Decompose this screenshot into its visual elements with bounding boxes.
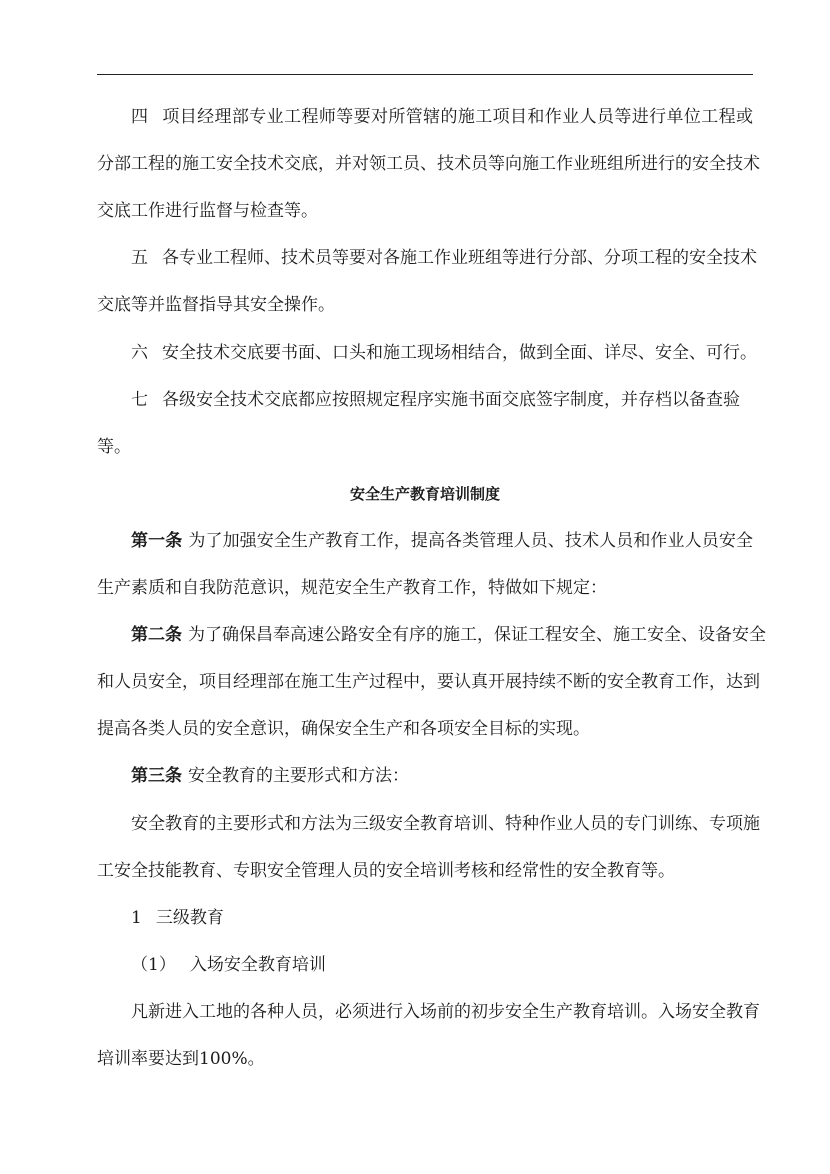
line-text: 和人员安全，项目经理部在施工生产过程中，要认真开展持续不断的安全教育工作，达到 bbox=[97, 672, 760, 693]
item-number: （1） bbox=[131, 954, 176, 975]
line-text: 生产素质和自我防范意识，规范安全生产教育工作，特做如下规定： bbox=[97, 578, 607, 598]
line-text: 安全教育的主要形式和方法： bbox=[188, 766, 409, 787]
text-line bbox=[97, 105, 753, 129]
item-number: 四 bbox=[131, 107, 149, 127]
article-label: 第二条 bbox=[131, 625, 182, 646]
text-line bbox=[97, 764, 753, 788]
article-label: 第一条 bbox=[131, 530, 183, 551]
item-number: 七 bbox=[131, 389, 148, 410]
article-label: 第三条 bbox=[131, 766, 182, 787]
text-line bbox=[97, 388, 753, 412]
line-text: 为了确保昌奉高速公路安全有序的施工，保证工程安全、施工安全、设备安全 bbox=[188, 625, 766, 646]
line-text: 安全技术交底要书面、口头和施工现场相结合，做到全面、详尽、安全、可行。 bbox=[162, 342, 757, 363]
line-text: 交底工作进行监督与检查等。 bbox=[97, 201, 318, 222]
text-line bbox=[97, 246, 757, 270]
item-number: 1 bbox=[131, 907, 142, 928]
text-line bbox=[97, 623, 766, 647]
text-line bbox=[97, 435, 753, 459]
line-text: 提高各类人员的安全意识，确保安全生产和各项安全目标的实现。 bbox=[97, 719, 590, 740]
section-title bbox=[97, 482, 753, 506]
text-line bbox=[97, 341, 757, 365]
line-text: 交底等并监督指导其安全操作。 bbox=[97, 295, 335, 316]
line-text: 为了加强安全生产教育工作，提高各类管理人员、技术人员和作业人员安全 bbox=[188, 530, 753, 551]
item-number: 六 bbox=[131, 342, 148, 363]
line-text: 培训率要达到100%。 bbox=[97, 1049, 265, 1069]
line-text: 分部工程的施工安全技术交底，并对领工员、技术员等向施工作业班组所进行的安全技术 bbox=[97, 154, 760, 175]
text-line bbox=[97, 906, 753, 930]
text-line bbox=[97, 152, 760, 176]
text-line bbox=[97, 293, 753, 317]
line-text: 各级安全技术交底都应按照规定程序实施书面交底签字制度，并存档以备查验 bbox=[162, 389, 740, 410]
line-text: 凡新进入工地的各种人员，必须进行入场前的初步安全生产教育培训。入场安全教育 bbox=[131, 1001, 760, 1022]
text-line bbox=[97, 529, 753, 553]
text-line bbox=[97, 717, 753, 741]
line-text: 安全生产教育培训制度 bbox=[349, 484, 500, 503]
header-rule bbox=[97, 74, 753, 75]
text-line bbox=[97, 199, 753, 223]
text-line bbox=[97, 670, 760, 694]
line-text: 各专业工程师、技术员等要对各施工作业班组等进行分部、分项工程的安全技术 bbox=[162, 248, 757, 269]
text-line bbox=[97, 1047, 753, 1071]
line-text: 三级教育 bbox=[155, 907, 224, 928]
line-text: 等。 bbox=[97, 436, 131, 457]
line-text: 工安全技能教育、专职安全管理人员的安全培训考核和经常性的安全教育等。 bbox=[97, 860, 675, 881]
item-number: 五 bbox=[131, 248, 148, 269]
line-text: 项目经理部专业工程师等要对所管辖的施工项目和作业人员等进行单位工程或 bbox=[162, 107, 754, 127]
text-line bbox=[97, 1000, 760, 1024]
line-text: 入场安全教育培训 bbox=[189, 954, 326, 975]
line-text: 安全教育的主要形式和方法为三级安全教育培训、特种作业人员的专门训练、专项施 bbox=[131, 813, 760, 834]
text-line bbox=[97, 859, 753, 883]
text-line bbox=[97, 953, 753, 977]
text-line bbox=[97, 812, 760, 836]
text-line bbox=[97, 576, 753, 600]
